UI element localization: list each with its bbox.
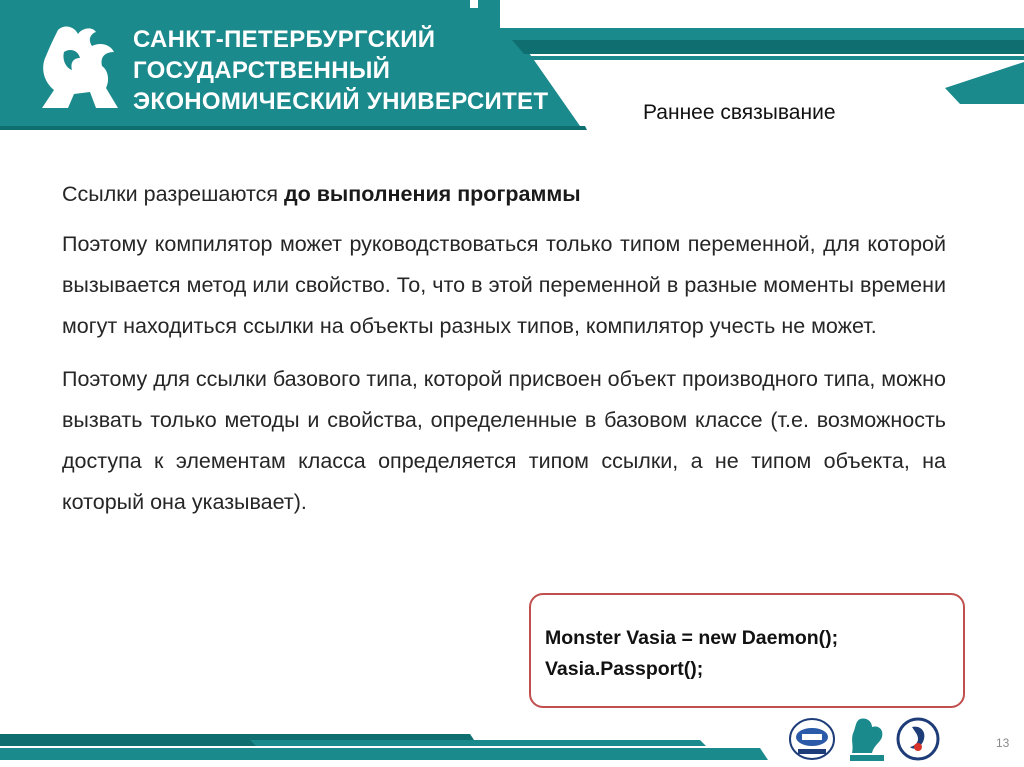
university-name-line-3: ЭКОНОМИЧЕСКИЙ УНИВЕРСИТЕТ xyxy=(133,88,549,115)
university-name-line-1: САНКТ-ПЕТЕРБУРГСКИЙ xyxy=(133,26,436,53)
finek-logo-icon xyxy=(850,718,884,761)
page-number: 13 xyxy=(996,736,1010,750)
griffin-logo-icon xyxy=(34,22,124,114)
paragraph-1-text: Ссылки разрешаются xyxy=(62,182,284,206)
paragraph-1 xyxy=(62,172,946,216)
paragraph-3: Поэтому для ссылки базового типа, которой присвоен объект производного типа, можно вызвать только методы и свойства, определенные в базовом классе (т.е. возможность доступа к элементам класса определяется типом ссылки, а не типом объекта, на который она указывает). xyxy=(62,367,946,514)
code-example-box xyxy=(529,593,965,708)
slide-content xyxy=(62,172,946,523)
university-name-line-2: ГОСУДАРСТВЕННЫЙ xyxy=(133,57,391,84)
slide-title: Раннее связывание xyxy=(643,101,836,124)
university-name xyxy=(133,24,548,117)
paragraph-2: Поэтому компилятор может руководствоваться только типом переменной, для которой вызывается метод или свойство. То, что в этой переменной в разные моменты времени могут находиться ссылки на объекты разных типов, компилятор учесть не может. xyxy=(62,232,946,338)
partner-logo-icon xyxy=(898,719,938,759)
paragraph-1-emphasis: до выполнения программы xyxy=(283,182,581,206)
inzhekon-logo-icon xyxy=(790,719,834,759)
code-line-2: Vasia.Passport(); xyxy=(545,658,704,680)
footer-logos xyxy=(788,713,948,765)
code-line-1: Monster Vasia = new Daemon(); xyxy=(545,627,839,649)
